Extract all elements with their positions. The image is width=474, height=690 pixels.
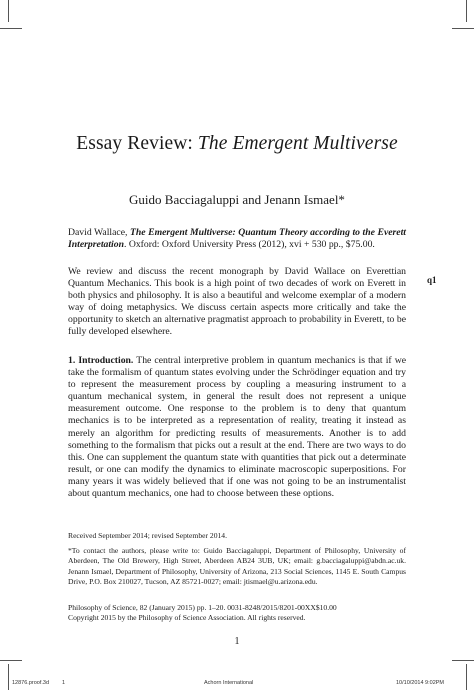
abstract: We review and discuss the recent monograph by David Wallace on Everettian Quantum Mechanics. This book is a high point of two decades of work on Everett in both physics and philosophy. It is also a beautiful and welcome exemplar of a modern way of doing metaphysics. We discuss certain aspects more critically and take the opportunity to sketch an alternative pragmatist approach to probability in Everett, to be fully developed elsewhere.	[68, 266, 406, 338]
slug-datetime: 10/10/2014 9:02PM	[396, 680, 445, 686]
journal-citation: Philosophy of Science, 82 (January 2015) pp. 1–20. 0031-8248/2015/8201-00XX$10.00	[68, 603, 337, 612]
margin-query-note: q1	[427, 275, 437, 285]
copyright-line: Copyright 2015 by the Philosophy of Science Association. All rights reserved.	[68, 613, 306, 623]
page-number: 1	[234, 636, 240, 647]
received-note: Received September 2014; revised September 2014.	[68, 531, 228, 540]
slug-typesetter: Achorn International	[204, 680, 254, 686]
slug-file: 12876.proof.3d	[12, 680, 50, 686]
title-italic: The Emergent Multiverse	[197, 133, 398, 154]
crop-mark	[8, 664, 9, 690]
crop-mark	[466, 0, 467, 22]
section-body: The central interpretive problem in quantum mechanics is that if we take the formalism of quantum states evolving under the Schrödinger equation and try to represent the measurement process by coupling a measuring instrument to a quantum mechanical system, in general the result does not represent a unique measurement outcome. One response to the problem is to deny that quantum mechanics is to be interpreted as a representation of reality, treating it instead as merely an algorithm for predicting results of measurements. Another is to add something to the formalism that picks out a result at the end. There are two ways to do this. One can supplement the quantum state with quantities that pick out a determinate result, or one can modify the dynamics to eliminate macroscopic superpositions. For many years it was widely believed that if one was not going to be an instrumentalist about quantum mechanics, one had to choose between these options.	[68, 355, 406, 500]
book-author: David Wallace,	[68, 227, 130, 238]
slug-page: 1	[62, 680, 66, 686]
book-title: The Emergent Multiverse: Quantum Theory according to the Everett Interpretation	[68, 227, 406, 251]
book-reference	[68, 227, 406, 251]
introduction-section	[68, 355, 406, 500]
crop-mark	[0, 28, 22, 29]
crop-mark	[0, 660, 22, 661]
article-title	[0, 133, 474, 155]
contact-footnote: *To contact the authors, please write to: Guido Bacciagaluppi, Department of Philosophy, University of Aberdeen, The Old Brewery, High Street, Aberdeen AB24 3UB, UK; email: g.bacciagaluppi@abdn.ac.uk. Jenann Ismael, Department of Philosophy, University of Arizona, 213 Social Sciences, 1145 E. South Campus Drive, P.O. Box 210027, Tucson, AZ 85721-0027; email: jtismael@u.arizona.edu.	[68, 546, 406, 586]
journal-info	[68, 603, 406, 624]
crop-mark	[452, 660, 474, 661]
author-line: Guido Bacciagaluppi and Jenann Ismael*	[129, 192, 345, 207]
section-heading: 1. Introduction.	[68, 355, 134, 366]
crop-mark	[8, 0, 9, 22]
title-plain: Essay Review:	[76, 133, 198, 154]
crop-mark	[466, 664, 467, 690]
crop-mark	[452, 28, 474, 29]
book-publication-details: . Oxford: Oxford University Press (2012), xvi + 530 pp., $75.00.	[123, 239, 375, 251]
